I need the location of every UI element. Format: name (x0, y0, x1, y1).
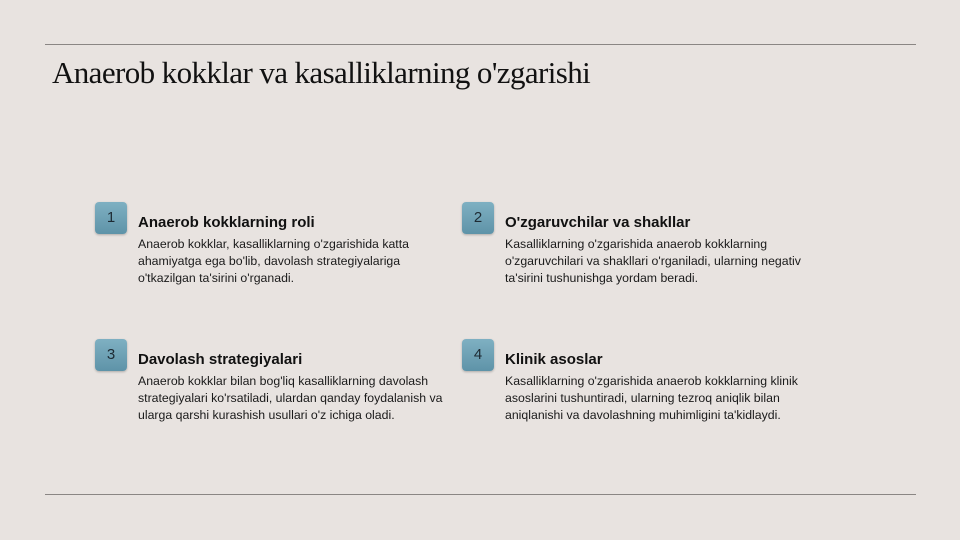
number-badge: 3 (95, 339, 127, 371)
bottom-divider (45, 494, 916, 495)
point-description: Kasalliklarning o'zgarishida anaerob kokklarning o'zgaruvchilari va shakllari o'rganiladi, ularning negativ ta'sirini tushunishga yordam beradi. (505, 237, 801, 285)
point-title: O'zgaruvchilar va shakllar (505, 214, 691, 231)
slide-title: Anaerob kokklar va kasalliklarning o'zgarishi (52, 55, 591, 90)
point-description: Kasalliklarning o'zgarishida anaerob kokklarning klinik asoslarini tushuntiradi, ularning tezroq aniqlik bilan aniqlanishi va davolashning muhimligini ta'kidlaydi. (505, 374, 798, 422)
number-badge: 4 (462, 339, 494, 371)
top-divider (45, 44, 916, 45)
point-title: Davolash strategiyalari (138, 351, 303, 368)
number-badge: 1 (95, 202, 127, 234)
point-title: Klinik asoslar (505, 351, 603, 368)
point-description: Anaerob kokklar, kasalliklarning o'zgarishida katta ahamiyatga ega bo'lib, davolash strategiyalariga o'tkazilgan ta'sirini o'rganadi. (138, 237, 409, 285)
point-description: Anaerob kokklar bilan bog'liq kasalliklarning davolash strategiyalari ko'rsatiladi, ulardan qanday foydalanish va ularga qarshi kurashish usullari o'z ichiga oladi. (138, 374, 443, 422)
point-title: Anaerob kokklarning roli (138, 214, 315, 231)
number-badge: 2 (462, 202, 494, 234)
